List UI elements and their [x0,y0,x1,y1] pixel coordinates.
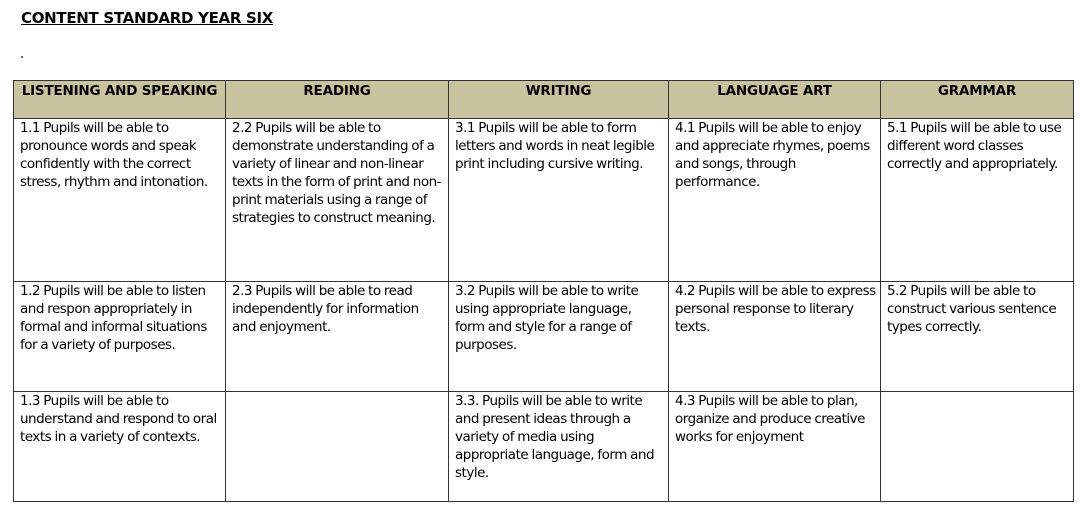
header-grammar: GRAMMAR [881,81,1074,119]
stray-mark [21,56,23,58]
content-standards-table [13,80,1074,502]
table-cell-empty [881,392,1074,502]
table-cell: 2.2 Pupils will be able to demonstrate understanding of a variety of linear and non-linear texts in the form of print and non-print materials using a range of strategies to construct meaning. [226,119,449,282]
table-cell: 4.3 Pupils will be able to plan, organize and produce creative works for enjoyment [669,392,881,502]
table-cell: 3.2 Pupils will be able to write using appropriate language, form and style for a range of purposes. [449,282,669,392]
table-cell: 1.1 Pupils will be able to pronounce words and speak confidently with the correct stress, rhythm and intonation. [14,119,226,282]
table-cell: 3.1 Pupils will be able to form letters and words in neat legible print including cursive writing. [449,119,669,282]
table-row [14,282,1074,392]
table-cell: 4.2 Pupils will be able to express personal response to literary texts. [669,282,881,392]
table-cell: 3.3. Pupils will be able to write and present ideas through a variety of media using appropriate language, form and style. [449,392,669,502]
table-row [14,392,1074,502]
table-cell-empty [226,392,449,502]
table-cell: 4.1 Pupils will be able to enjoy and appreciate rhymes, poems and songs, through performance. [669,119,881,282]
header-language-art: LANGUAGE ART [669,81,881,119]
header-reading: READING [226,81,449,119]
table-cell: 2.3 Pupils will be able to read independently for information and enjoyment. [226,282,449,392]
table-row [14,119,1074,282]
table-cell: 5.2 Pupils will be able to construct various sentence types correctly. [881,282,1074,392]
table-cell: 1.3 Pupils will be able to understand and respond to oral texts in a variety of contexts. [14,392,226,502]
table-header-row [14,81,1074,119]
header-listening-speaking: LISTENING AND SPEAKING [14,81,226,119]
table-cell: 5.1 Pupils will be able to use different word classes correctly and appropriately. [881,119,1074,282]
document-title: CONTENT STANDARD YEAR SIX [21,9,274,27]
header-writing: WRITING [449,81,669,119]
table-cell: 1.2 Pupils will be able to listen and respon appropriately in formal and informal situations for a variety of purposes. [14,282,226,392]
